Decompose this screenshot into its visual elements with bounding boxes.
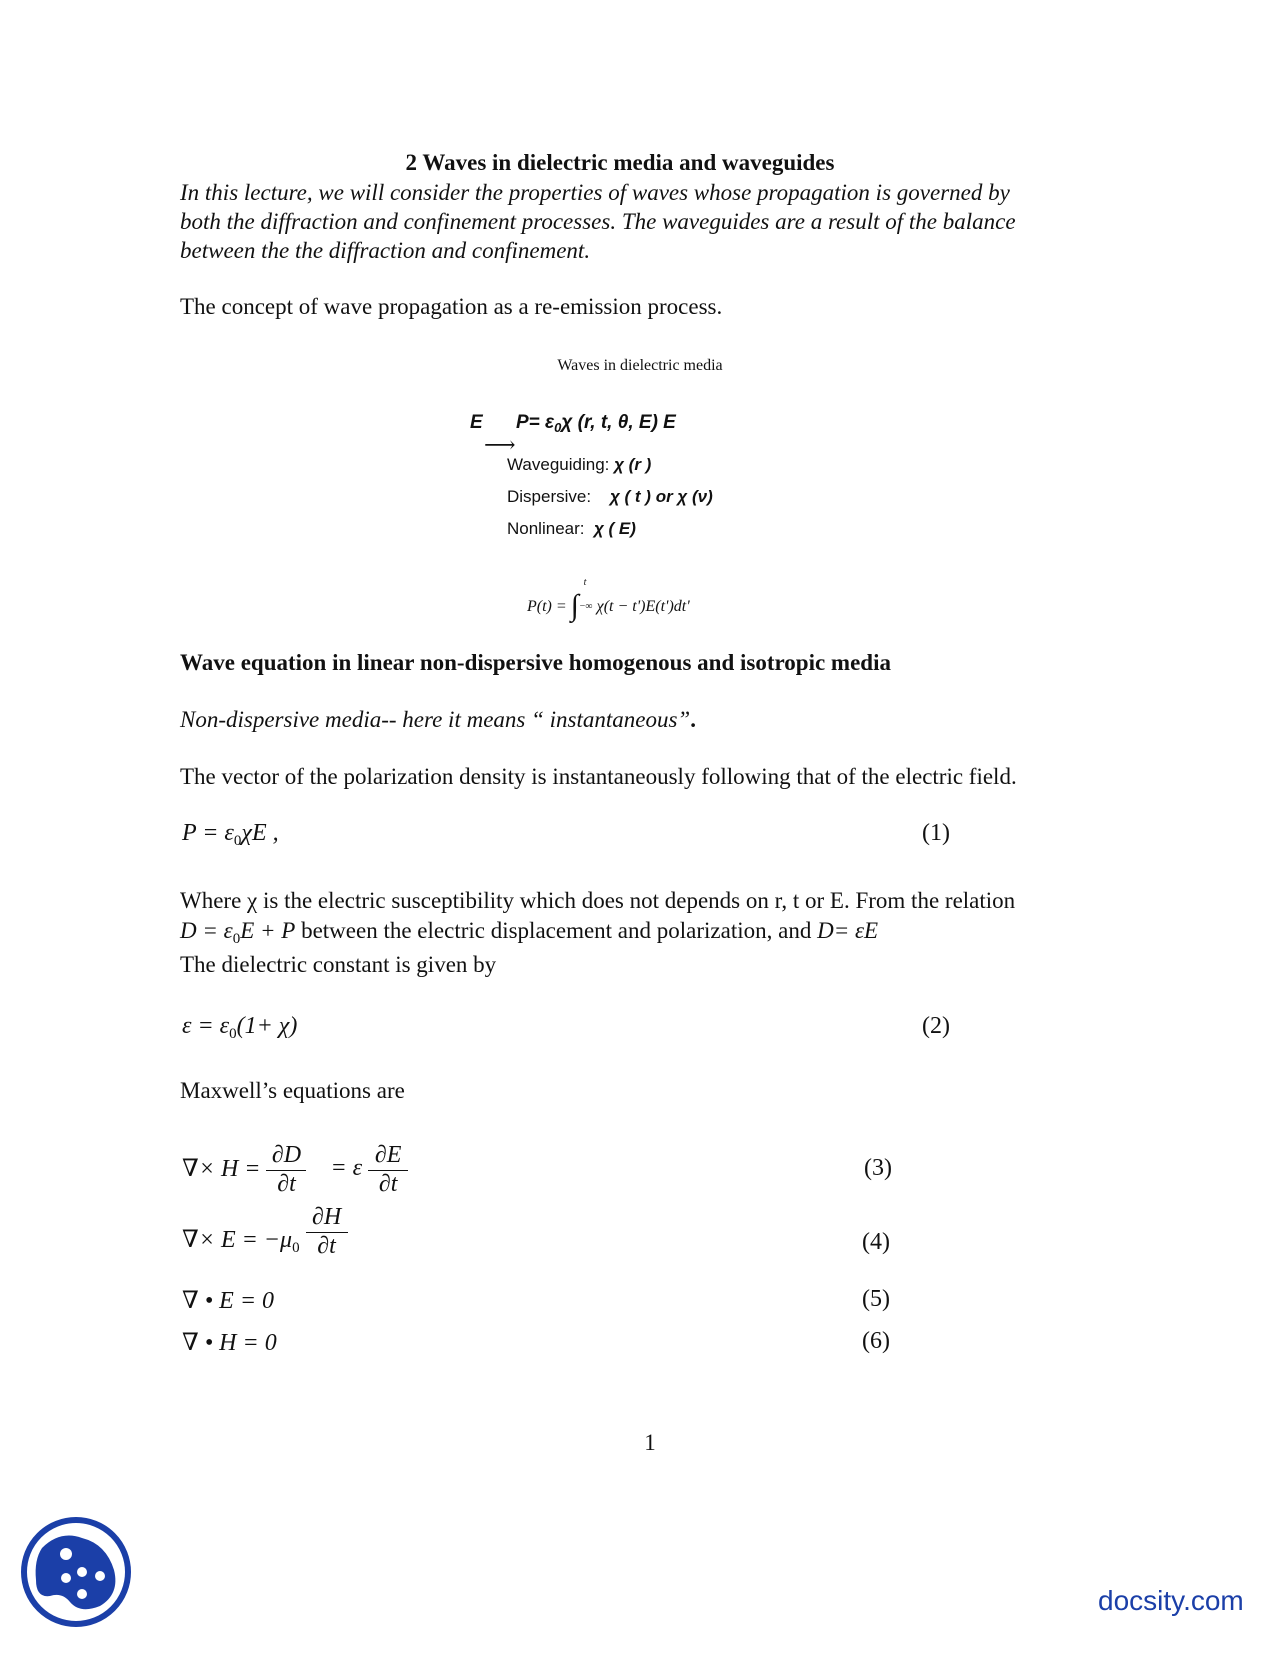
intro-line-3: between the the diffraction and confinement. — [180, 238, 591, 263]
equation-2: $\varepsilon = \varepsilon_0(1+ \chi)$ — [182, 1013, 298, 1042]
equation-3: ∇× H = $\frac{\partial D}{\partial t}$ = ε $\frac{\partial E}{\partial t}$ — [182, 1140, 408, 1197]
where-line-2: $D = \varepsilon_0E + P$ between the electric displacement and polarization, and D= εE — [180, 918, 879, 947]
integral-lower-limit: −∞ — [579, 601, 593, 612]
figure-caption: Waves in dielectric media — [557, 357, 723, 374]
intro-line-2: both the diffraction and confinement processes. The waveguides are a result of the balance — [180, 209, 1016, 234]
concept-line: The concept of wave propagation as a re-emission process. — [180, 294, 723, 319]
maxwell-intro: Maxwell’s equations are — [180, 1078, 405, 1103]
equation-3-number: (3) — [864, 1155, 892, 1181]
where-line-1: Where χ is the electric susceptibility which does not depends on r, t or E. From the relation — [180, 888, 1016, 913]
nondispersive-line: Non-dispersive media-- here it means “ instantaneous”. — [180, 707, 696, 732]
figure-e-label: E — [470, 412, 483, 433]
docsity-logo-icon — [20, 1516, 132, 1628]
figure-dispersive-row: Dispersive: χ ( t ) or χ (ν) — [507, 487, 713, 506]
docsity-brand-link[interactable]: docsity.com — [1098, 1585, 1244, 1616]
integral-sign: ∫ — [570, 589, 579, 622]
page-title: 2 Waves in dielectric media and waveguides — [405, 150, 835, 175]
polarization-text: The vector of the polarization density is instantaneously following that of the electric field. — [180, 764, 1017, 789]
figure-nonlinear-row: Nonlinear: χ ( E) — [507, 519, 636, 538]
figure-p-relation: $P= \varepsilon_0\chi$ (r, t, θ, E) E — [516, 412, 676, 435]
equation-4-number: (4) — [862, 1229, 890, 1255]
equation-6-number: (6) — [862, 1328, 890, 1354]
intro-line-1: In this lecture, we will consider the properties of waves whose propagation is governed by — [180, 180, 1010, 205]
equation-5: ∇ • E = 0 — [182, 1288, 275, 1314]
figure-waveguiding-row: Waveguiding: χ (r ) — [507, 455, 652, 474]
where-line-3: The dielectric constant is given by — [180, 952, 497, 977]
equation-5-number: (5) — [862, 1286, 890, 1312]
equation-1: $P = \varepsilon_0\chi E$ , — [182, 820, 279, 849]
intro-paragraph — [180, 178, 1130, 265]
figure-arrow-icon: ⟶ — [484, 432, 516, 457]
page-number: 1 — [644, 1430, 656, 1455]
equation-2-number: (2) — [922, 1013, 950, 1039]
section-heading: Wave equation in linear non-dispersive homogenous and isotropic media — [180, 650, 891, 675]
integral-upper-limit: t — [583, 577, 587, 588]
equation-1-number: (1) — [922, 820, 950, 846]
equation-6: ∇ • H = 0 — [182, 1330, 277, 1356]
integral-equation: P(t) = ∫ t −∞ χ(t − t')E(t')dt' — [527, 577, 690, 622]
equation-4: ∇× $E = -\mu_0$ $\frac{\partial H}{\partial t}$ — [182, 1212, 348, 1269]
